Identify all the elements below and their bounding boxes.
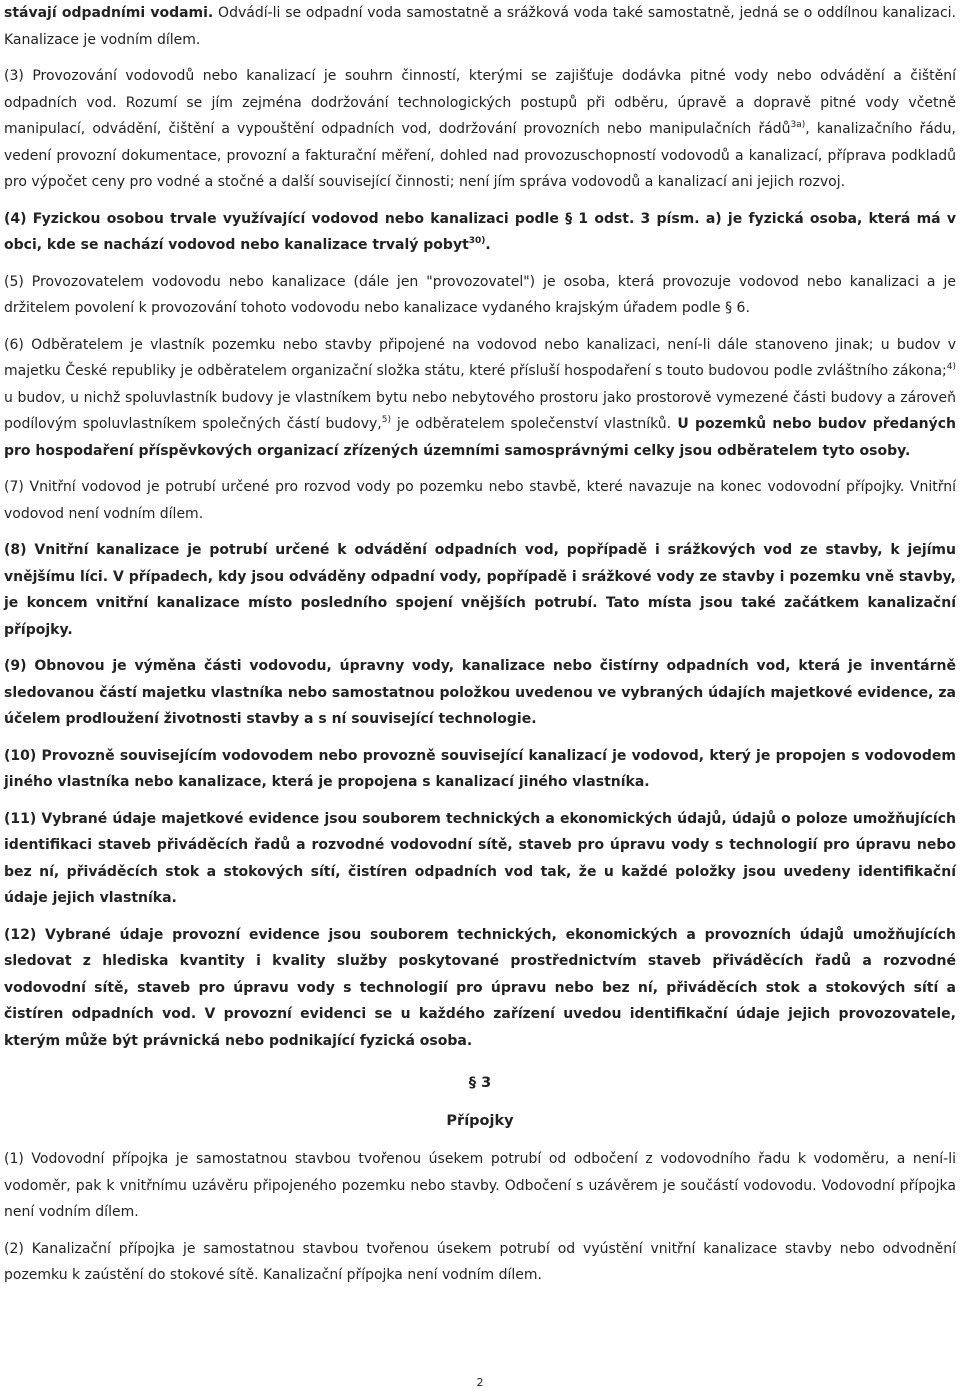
footnote-ref: 3a) [790,120,806,130]
paragraph-text: (4) Fyzickou osobou trvale využívající vodovod nebo kanalizaci podle § 1 odst. 3 písm. a) je fyzická osoba, která má v obci, kde se nachází vodovod nebo kanalizace trvalý pobyt [4,210,956,253]
paragraph-9: (9) Obnovou je výměna části vodovodu, úpravny vody, kanalizace nebo čistírny odpadních vod, která je inventárně sledovanou částí majetku vlastníka nebo samostatnou položkou uvedenou ve vybraných údajích majetkové evidence, za účelem prodloužení životnosti stavby a s ní související technologie. [4,658,956,727]
paragraph-text: (3) Provozování vodovodů nebo kanalizací je souhrn činností, kterými se zajišťuje dodávka pitné vody nebo odvádění a čištění odpadních vod. Rozumí se jím zejména dodržování technologických postupů při odběru, úpravě a dopravě pitné vody včetně manipulací, odvádění, čištění a vypouštění odpadních vod, dodržování provozních nebo manipulačních řádů [4,68,956,137]
paragraph-11: (11) Vybrané údaje majetkové evidence jsou souborem technických a ekonomických údajů, údajů o poloze umožňujících identifikaci staveb přiváděcích řadů a rozvodné vodovodní sítě, staveb pro úpravu vody s technologií pro úpravu nebo bez ní, přiváděcích stok a stokových sítí, čistíren odpadních vod tak, že u každé položky jsou uvedeny identifikační údaje jejich vlastníka. [4,810,956,906]
paragraph-text: Odvádí-li se odpadní voda samostatně a srážková voda také samostatně, jedná se o oddílnou kanalizaci. Kanalizace je vodním dílem. [4,5,956,48]
section-paragraph-2: (2) Kanalizační přípojka je samostatnou stavbou tvořenou úsekem potrubí od vyústění vnitřní kanalizace stavby nebo odvodnění pozemku k zaústění do stokové sítě. Kanalizační přípojka není vodním dílem. [4,1240,956,1283]
paragraph-6 [4,332,956,465]
paragraph-7: (7) Vnitřní vodovod je potrubí určené pro rozvod vody po pozemku nebo stavbě, které navazuje na konec vodovodní přípojky. Vnitřní vodovod není vodním dílem. [4,479,956,522]
paragraph-5: (5) Provozovatelem vodovodu nebo kanalizace (dále jen "provozovatel") je osoba, která provozuje vodovod nebo kanalizaci a je držitelem povolení k provozování tohoto vodovodu nebo kanalizace vydaného krajským úřadem podle § 6. [4,273,956,316]
paragraph-8: (8) Vnitřní kanalizace je potrubí určené k odvádění odpadních vod, popřípadě i srážkových vod ze stavby, k jejímu vnějšímu líci. V případech, kdy jsou odváděny odpadní vody, popřípadě i srážkové vody ze stavby i pozemku vně stavby, je koncem vnitřní kanalizace místo posledního spojení vnějších potrubí. Tato místa jsou také začátkem kanalizační přípojky. [4,542,956,638]
footnote-ref: 5) [381,415,392,425]
paragraph-text-cont: , kanalizačního řádu, vedení provozní dokumentace, provozní a fakturační měření, dohled nad provozuschopností vodovodů a kanalizací, příprava podkladů pro výpočet ceny pro vodné a stočné a další související činnosti; není jím správa vodovodů a kanalizací ani jejich rozvoj. [4,121,956,190]
section-title: Přípojky [446,1113,514,1129]
paragraph-3 [4,63,956,196]
paragraph-4 [4,206,956,259]
document-page [4,0,956,1289]
section-paragraph-1: (1) Vodovodní přípojka je samostatnou stavbou tvořenou úsekem potrubí od odbočení z vodovodního řadu k vodoměru, a není-li vodoměr, pak k vnitřnímu uzávěru připojeného pozemku nebo stavby. Odbočení s uzávěrem je součástí vodovodu. Vodovodní přípojka není vodním dílem. [4,1151,956,1220]
paragraph-end: . [485,237,491,253]
paragraph-lead-bold: stávají odpadními vodami. [4,5,214,21]
paragraph-12: (12) Vybrané údaje provozní evidence jsou souborem technických, ekonomických a provozních údajů umožňujících sledovat z hlediska kvantity i kvality služby poskytované prostřednictvím staveb přiváděcích řadů a rozvodné vodovodní sítě, staveb pro úpravu vody s technologií pro úpravu nebo bez ní, přiváděcích stok a stokových sítí a čistíren odpadních vod. V provozní evidenci se u každého zařízení uvedou identifikační údaje jejich provozovatele, kterým může být právnická nebo podnikající fyzická osoba. [4,926,956,1049]
footnote-ref: 4) [946,362,956,372]
page-number: 2 [476,1376,484,1389]
footnote-ref: 30) [468,236,486,246]
paragraph-text-cont: je odběratelem společenství vlastníků. [391,416,672,432]
paragraph-bold-tail: U pozemků nebo budov předaných pro hospodaření příspěvkových organizací zřízených územními samosprávnými celky jsou odběratelem tyto osoby. [4,416,957,459]
paragraph-text-cont: u budov, u nichž spoluvlastník budovy je vlastníkem bytu nebo nebytového prostoru jako prostorově vymezené části budovy a zároveň podílovým spoluvlastníkem společných částí budovy, [4,389,956,432]
paragraph-continuation [4,0,956,53]
paragraph-10: (10) Provozně souvisejícím vodovodem nebo provozně související kanalizací je vodovod, který je propojen s vodovodem jiného vlastníka nebo kanalizace, která je propojena s kanalizací jiného vlastníka. [4,747,956,790]
section-number: § 3 [468,1075,492,1091]
paragraph-text: (6) Odběratelem je vlastník pozemku nebo stavby připojené na vodovod nebo kanalizaci, není-li dále stanoveno jinak; u budov v majetku České republiky je odběratelem organizační složka státu, které přísluší hospodaření s touto budovou podle zvláštního zákona; [4,336,956,379]
